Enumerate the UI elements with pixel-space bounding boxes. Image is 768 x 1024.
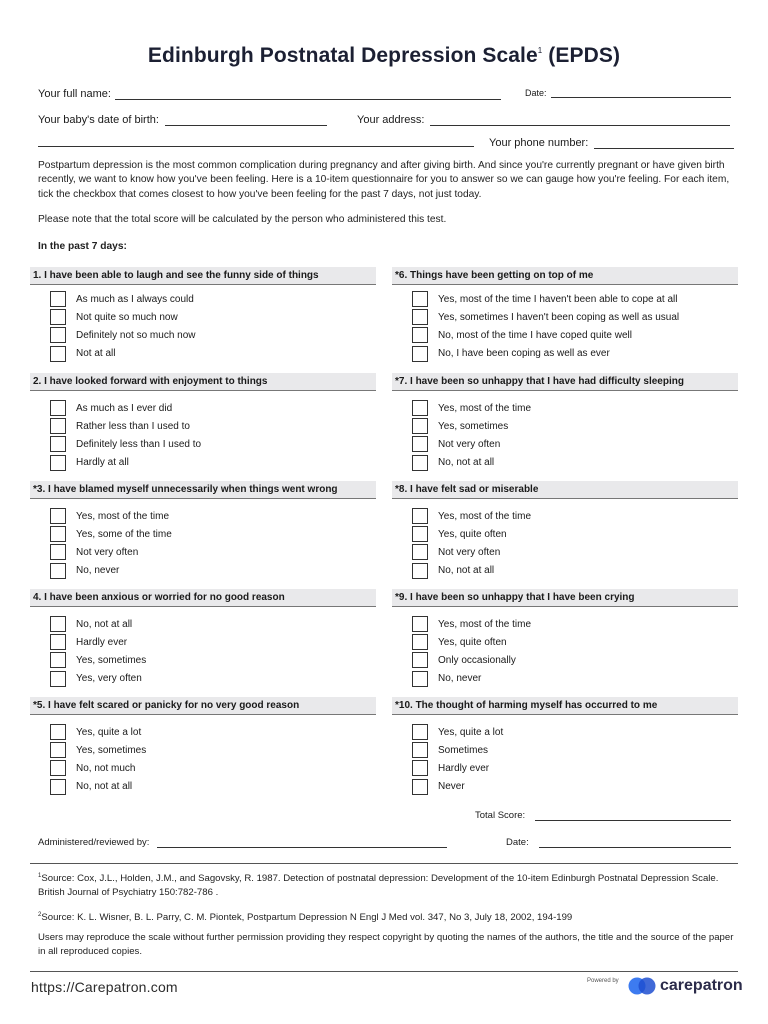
date-field[interactable]: Date: — [525, 88, 731, 98]
option[interactable]: Yes, quite often — [392, 525, 738, 543]
option[interactable]: Rather less than I used to — [30, 417, 376, 435]
carepatron-link[interactable]: https://Carepatron.com — [31, 979, 178, 995]
option[interactable]: Sometimes — [392, 741, 738, 759]
question-label: *10. The thought of harming myself has occurred to me — [392, 697, 738, 715]
option[interactable]: Yes, sometimes — [30, 651, 376, 669]
option[interactable]: No, most of the time I have coped quite well — [392, 326, 738, 344]
option[interactable]: Not quite so much now — [30, 308, 376, 326]
option[interactable]: No, I have been coping as well as ever — [392, 345, 738, 363]
checkbox[interactable] — [412, 779, 428, 795]
question-8 — [392, 481, 738, 580]
option[interactable]: No, not much — [30, 759, 376, 777]
baby-dob-field[interactable]: Your baby's date of birth: — [38, 114, 327, 126]
checkbox[interactable] — [412, 616, 428, 632]
total-score-field[interactable]: Total Score: — [475, 810, 731, 821]
option[interactable]: Yes, sometimes — [30, 741, 376, 759]
checkbox[interactable] — [50, 779, 66, 795]
checkbox[interactable] — [50, 508, 66, 524]
administered-field[interactable]: Administered/reviewed by: — [38, 837, 447, 848]
checkbox[interactable] — [412, 526, 428, 542]
option[interactable]: Yes, very often — [30, 670, 376, 688]
review-date-line[interactable] — [539, 838, 731, 848]
option[interactable]: Yes, most of the time — [30, 507, 376, 525]
question-label: 4. I have been anxious or worried for no good reason — [30, 589, 376, 607]
checkbox[interactable] — [50, 346, 66, 362]
option[interactable]: No, never — [392, 670, 738, 688]
checkbox[interactable] — [50, 563, 66, 579]
question-label: *9. I have been so unhappy that I have been crying — [392, 589, 738, 607]
checkbox[interactable] — [412, 291, 428, 307]
option[interactable]: No, never — [30, 562, 376, 580]
question-4 — [30, 589, 376, 688]
checkbox[interactable] — [412, 760, 428, 776]
option[interactable]: Not very often — [392, 543, 738, 561]
question-label: 2. I have looked forward with enjoyment to things — [30, 373, 376, 391]
option[interactable]: Only occasionally — [392, 651, 738, 669]
checkbox[interactable] — [50, 455, 66, 471]
checkbox[interactable] — [50, 526, 66, 542]
option[interactable]: Definitely less than I used to — [30, 435, 376, 453]
checkbox[interactable] — [412, 400, 428, 416]
checkbox[interactable] — [50, 544, 66, 560]
address-line-2[interactable] — [38, 137, 474, 147]
option[interactable]: Not at all — [30, 345, 376, 363]
score-note: Please note that the total score will be calculated by the person who administered this test. — [38, 214, 447, 225]
intro-paragraph: Postpartum depression is the most common complication during pregnancy and after giving birth. And since you're currently pregnant or have given birth recently, we want to know how you've been feeling. Here is a 10-item questionnaire for you to answer so we can gauge how you're feeling. For each item, tick the checkbox that comes closest to how you've been feeling for the past 7 days, not just today. — [38, 160, 730, 200]
checkbox[interactable] — [412, 455, 428, 471]
address-field[interactable]: Your address: — [357, 114, 730, 126]
footer-divider — [30, 971, 738, 972]
checkbox[interactable] — [412, 508, 428, 524]
checkbox[interactable] — [50, 436, 66, 452]
question-3 — [30, 481, 376, 580]
question-1 — [30, 267, 376, 363]
checkbox[interactable] — [412, 742, 428, 758]
checkbox[interactable] — [50, 309, 66, 325]
source-1: $^1$Source: Cox, J.L., Holden, J.M., and Sagovsky, R. 1987. Detection of postnatal depression: Development of the 10-item Edinburgh Postnatal Depression Scale. British Journal of Psychiatry 150:782-786 . — [38, 873, 719, 898]
checkbox[interactable] — [412, 436, 428, 452]
option[interactable]: Yes, quite often — [392, 633, 738, 651]
address-line[interactable] — [430, 116, 730, 126]
checkbox[interactable] — [412, 724, 428, 740]
checkbox[interactable] — [50, 291, 66, 307]
option[interactable]: Not very often — [30, 543, 376, 561]
powered-by-text: Powered by — [587, 978, 619, 984]
checkbox[interactable] — [412, 652, 428, 668]
checkbox[interactable] — [50, 327, 66, 343]
question-10 — [392, 697, 738, 796]
total-score-line[interactable] — [535, 811, 731, 821]
checkbox[interactable] — [412, 309, 428, 325]
past-days-heading: In the past 7 days: — [38, 241, 127, 252]
option[interactable]: No, not at all — [30, 778, 376, 796]
option[interactable]: Yes, some of the time — [30, 525, 376, 543]
option[interactable]: Never — [392, 778, 738, 796]
address-continuation[interactable] — [38, 137, 474, 147]
source-2: $^2$Source: K. L. Wisner, B. L. Parry, C. M. Piontek, Postpartum Depression N Engl J Med vol. 347, No 3, July 18, 2002, 194-199 — [38, 912, 573, 923]
divider — [30, 863, 738, 864]
administered-line[interactable] — [157, 838, 447, 848]
page-title: Edinburgh Postnatal Depression Scale$^1$ (EPDS) — [147, 44, 621, 67]
option[interactable]: As much as I always could — [30, 290, 376, 308]
option[interactable]: Not very often — [392, 435, 738, 453]
question-7 — [392, 373, 738, 472]
question-label: *8. I have felt sad or miserable — [392, 481, 738, 499]
option[interactable]: Yes, most of the time — [392, 615, 738, 633]
checkbox[interactable] — [412, 418, 428, 434]
checkbox[interactable] — [50, 671, 66, 687]
baby-dob-line[interactable] — [165, 116, 327, 126]
full-name-field[interactable]: Your full name: — [38, 88, 501, 100]
question-label: *3. I have blamed myself unnecessarily when things went wrong — [30, 481, 376, 499]
question-label: *7. I have been so unhappy that I have had difficulty sleeping — [392, 373, 738, 391]
checkbox[interactable] — [412, 327, 428, 343]
checkbox[interactable] — [412, 634, 428, 650]
checkbox[interactable] — [50, 418, 66, 434]
reproduction-note: Users may reproduce the scale without further permission providing they respect copyright by quoting the names of the authors, the title and the source of the paper in all reproduced copies. — [38, 932, 734, 957]
date-line[interactable] — [551, 88, 731, 98]
option[interactable]: Hardly at all — [30, 454, 376, 472]
question-6 — [392, 267, 738, 363]
title-footnote-mark: 1 — [537, 46, 543, 55]
option[interactable]: No, not at all — [392, 454, 738, 472]
question-label: *6. Things have been getting on top of me — [392, 267, 738, 285]
checkbox[interactable] — [412, 671, 428, 687]
review-date-field[interactable]: Date: — [506, 837, 731, 848]
option[interactable]: Definitely not so much now — [30, 326, 376, 344]
carepatron-logo-icon — [628, 976, 658, 996]
checkbox[interactable] — [412, 346, 428, 362]
question-label: 1. I have been able to laugh and see the funny side of things — [30, 267, 376, 285]
option[interactable]: Yes, quite a lot — [392, 723, 738, 741]
option[interactable]: Yes, sometimes I haven't been coping as well as usual — [392, 308, 738, 326]
checkbox[interactable] — [50, 400, 66, 416]
carepatron-logo — [628, 976, 743, 996]
question-5 — [30, 697, 376, 796]
checkbox[interactable] — [50, 616, 66, 632]
checkbox[interactable] — [50, 760, 66, 776]
question-9 — [392, 589, 738, 688]
option[interactable]: Yes, most of the time — [392, 399, 738, 417]
option[interactable]: No, not at all — [392, 562, 738, 580]
checkbox[interactable] — [50, 634, 66, 650]
question-2 — [30, 373, 376, 472]
option[interactable]: Yes, quite a lot — [30, 723, 376, 741]
option[interactable]: Yes, most of the time — [392, 507, 738, 525]
checkbox[interactable] — [50, 742, 66, 758]
option[interactable]: No, not at all — [30, 615, 376, 633]
question-label: *5. I have felt scared or panicky for no very good reason — [30, 697, 376, 715]
full-name-line[interactable] — [115, 90, 501, 100]
checkbox[interactable] — [412, 563, 428, 579]
option[interactable]: Hardly ever — [392, 759, 738, 777]
checkbox[interactable] — [50, 652, 66, 668]
option[interactable]: Yes, sometimes — [392, 417, 738, 435]
carepatron-brand-name: carepatron — [660, 977, 743, 994]
option[interactable]: Hardly ever — [30, 633, 376, 651]
phone-line[interactable] — [594, 139, 734, 149]
phone-field[interactable]: Your phone number: — [489, 137, 734, 149]
option[interactable]: As much as I ever did — [30, 399, 376, 417]
option[interactable]: Yes, most of the time I haven't been able to cope at all — [392, 290, 738, 308]
checkbox[interactable] — [412, 544, 428, 560]
checkbox[interactable] — [50, 724, 66, 740]
